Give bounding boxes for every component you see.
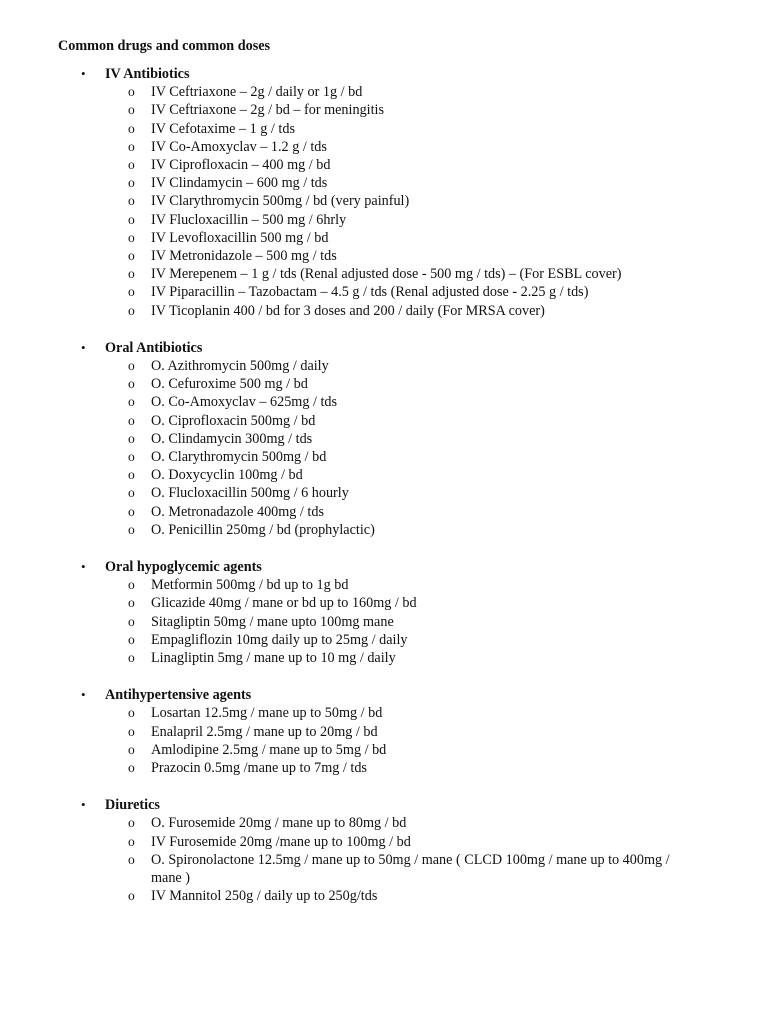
drug-section	[0, 686, 768, 777]
list-item	[0, 357, 768, 375]
list-item	[0, 375, 768, 393]
drug-dose-text: Losartan 12.5mg / mane up to 50mg / bd	[151, 705, 383, 722]
list-item	[0, 814, 768, 832]
drug-list	[0, 814, 768, 905]
drug-dose-text: O. Furosemide 20mg / mane up to 80mg / bd	[151, 815, 407, 832]
list-item	[0, 120, 768, 138]
sub-bullet-icon: o	[128, 760, 135, 776]
sub-bullet-icon: o	[128, 577, 135, 593]
drug-list	[0, 357, 768, 539]
sub-bullet-icon: o	[128, 157, 135, 172]
list-item	[0, 576, 768, 594]
sub-bullet-icon: o	[128, 521, 135, 537]
drug-dose-text: O. Penicillin 250mg / bd (prophylactic)	[151, 521, 375, 538]
section-heading	[0, 796, 768, 814]
sub-bullet-icon: o	[128, 284, 135, 300]
drug-dose-text: O. Cefuroxime 500 mg / bd	[151, 376, 308, 393]
sub-bullet-icon: o	[128, 503, 135, 519]
sub-bullet-icon: o	[128, 229, 135, 245]
sub-bullet-icon: o	[128, 888, 135, 904]
list-item	[0, 851, 768, 887]
sub-bullet-icon: o	[128, 449, 135, 465]
sub-bullet-icon: o	[128, 851, 135, 867]
bullet-icon: •	[81, 797, 86, 813]
sub-bullet-icon: o	[128, 833, 135, 849]
drug-dose-text: IV Flucloxacillin – 500 mg / 6hrly	[151, 211, 347, 228]
drug-dose-text: Sitagliptin 50mg / mane upto 100mg mane	[151, 613, 394, 630]
drug-dose-text: Glicazide 40mg / mane or bd up to 160mg / bd	[151, 595, 417, 612]
list-item	[0, 138, 768, 156]
list-item	[0, 759, 768, 777]
drug-dose-text: IV Ticoplanin 400 / bd for 3 doses and 200 / daily (For MRSA cover)	[151, 302, 545, 319]
sub-bullet-icon: o	[128, 430, 135, 446]
drug-dose-text: IV Ceftriaxone – 2g / bd – for meningitis	[151, 102, 385, 119]
drug-dose-text: IV Co-Amoxyclav – 1.2 g / tds	[151, 138, 327, 155]
list-item	[0, 448, 768, 466]
list-item	[0, 833, 768, 851]
sub-bullet-icon: o	[128, 376, 135, 392]
drug-list	[0, 576, 768, 667]
list-item	[0, 723, 768, 741]
drug-dose-text: IV Clarythromycin 500mg / bd (very painful)	[151, 193, 410, 210]
drug-dose-text: Enalapril 2.5mg / mane up to 20mg / bd	[151, 723, 378, 740]
sub-bullet-icon: o	[128, 120, 135, 136]
list-item	[0, 649, 768, 667]
section-heading	[0, 339, 768, 357]
drug-dose-text: IV Ciprofloxacin – 400 mg / bd	[151, 157, 331, 173]
sub-bullet-icon: o	[128, 248, 135, 264]
drug-sections	[0, 65, 768, 924]
drug-dose-text: Empagliflozin 10mg daily up to 25mg / daily	[151, 631, 408, 648]
drug-dose-text: O. Doxycyclin 100mg / bd	[151, 467, 303, 484]
drug-dose-text: O. Clindamycin 300mg / tds	[151, 430, 313, 447]
drug-dose-text: O. Flucloxacillin 500mg / 6 hourly	[151, 485, 349, 502]
sub-bullet-icon: o	[128, 266, 135, 282]
list-item	[0, 466, 768, 484]
bullet-icon: •	[81, 66, 86, 81]
drug-section	[0, 796, 768, 905]
sub-bullet-icon: o	[128, 102, 135, 118]
sub-bullet-icon: o	[128, 723, 135, 739]
drug-dose-text: IV Cefotaxime – 1 g / tds	[151, 120, 295, 137]
sub-bullet-icon: o	[128, 211, 135, 227]
list-item	[0, 393, 768, 411]
sub-bullet-icon: o	[128, 595, 135, 611]
drug-dose-text: IV Levofloxacillin 500 mg / bd	[151, 229, 329, 246]
section-title: Diuretics	[105, 797, 160, 814]
document-title: Common drugs and common doses	[58, 38, 271, 54]
drug-section	[0, 558, 768, 667]
drug-dose-text: Prazocin 0.5mg /mane up to 7mg / tds	[151, 760, 367, 777]
sub-bullet-icon: o	[128, 467, 135, 483]
bullet-icon: •	[81, 687, 86, 703]
drug-dose-text: O. Azithromycin 500mg / daily	[151, 358, 329, 375]
sub-bullet-icon: o	[128, 412, 135, 428]
drug-dose-text: IV Mannitol 250g / daily up to 250g/tds	[151, 888, 378, 905]
list-item	[0, 521, 768, 539]
list-item	[0, 101, 768, 119]
sub-bullet-icon: o	[128, 138, 135, 154]
drug-section	[0, 339, 768, 539]
list-item	[0, 211, 768, 229]
list-item	[0, 247, 768, 265]
list-item	[0, 484, 768, 502]
drug-dose-text: IV Piparacillin – Tazobactam – 4.5 g / tds (Renal adjusted dose - 2.25 g / tds)	[151, 284, 589, 301]
drug-dose-text: IV Furosemide 20mg /mane up to 100mg / bd	[151, 833, 411, 850]
sub-bullet-icon: o	[128, 485, 135, 501]
section-title: Oral hypoglycemic agents	[105, 559, 262, 576]
sub-bullet-icon: o	[128, 741, 135, 757]
list-item	[0, 229, 768, 247]
section-heading	[0, 686, 768, 704]
drug-dose-text: IV Metronidazole – 500 mg / tds	[151, 248, 337, 265]
drug-dose-text: Amlodipine 2.5mg / mane up to 5mg / bd	[151, 741, 387, 758]
list-item	[0, 192, 768, 210]
sub-bullet-icon: o	[128, 705, 135, 721]
list-item	[0, 174, 768, 192]
sub-bullet-icon: o	[128, 815, 135, 831]
section-heading	[0, 65, 768, 83]
list-item	[0, 302, 768, 320]
sub-bullet-icon: o	[128, 84, 135, 100]
section-title: Oral Antibiotics	[105, 339, 203, 356]
list-item	[0, 594, 768, 612]
list-item	[0, 887, 768, 905]
list-item	[0, 265, 768, 283]
list-item	[0, 412, 768, 430]
sub-bullet-icon: o	[128, 613, 135, 629]
drug-dose-text: O. Clarythromycin 500mg / bd	[151, 449, 327, 466]
drug-dose-text: Linagliptin 5mg / mane up to 10 mg / daily	[151, 650, 396, 667]
list-item	[0, 156, 768, 174]
drug-dose-text: IV Ceftriaxone – 2g / daily or 1g / bd	[151, 84, 363, 101]
list-item	[0, 430, 768, 448]
section-title: Antihypertensive agents	[105, 687, 252, 704]
drug-list	[0, 83, 768, 320]
list-item	[0, 631, 768, 649]
drug-dose-text: Metformin 500mg / bd up to 1g bd	[151, 577, 349, 594]
list-item	[0, 283, 768, 301]
bullet-icon: •	[81, 559, 86, 575]
sub-bullet-icon: o	[128, 358, 135, 374]
section-title: IV Antibiotics	[105, 66, 190, 82]
list-item	[0, 704, 768, 722]
sub-bullet-icon: o	[128, 650, 135, 666]
section-heading	[0, 558, 768, 576]
sub-bullet-icon: o	[128, 631, 135, 647]
bullet-icon: •	[81, 339, 86, 355]
drug-dose-text: O. Ciprofloxacin 500mg / bd	[151, 412, 316, 429]
drug-list	[0, 704, 768, 777]
list-item	[0, 83, 768, 101]
drug-dose-text: O. Metronadazole 400mg / tds	[151, 503, 324, 520]
drug-dose-text: O. Spironolactone 12.5mg / mane up to 50mg / mane ( CLCD 100mg / mane up to 400mg / mane )	[151, 851, 670, 887]
drug-dose-text: IV Merepenem – 1 g / tds (Renal adjusted dose - 500 mg / tds) – (For ESBL cover)	[151, 266, 622, 283]
sub-bullet-icon: o	[128, 193, 135, 209]
list-item	[0, 613, 768, 631]
drug-section	[0, 65, 768, 320]
list-item	[0, 741, 768, 759]
drug-dose-text: IV Clindamycin – 600 mg / tds	[151, 175, 328, 192]
sub-bullet-icon: o	[128, 175, 135, 191]
sub-bullet-icon: o	[128, 302, 135, 318]
drug-dose-text: O. Co-Amoxyclav – 625mg / tds	[151, 394, 338, 411]
sub-bullet-icon: o	[128, 394, 135, 410]
list-item	[0, 503, 768, 521]
